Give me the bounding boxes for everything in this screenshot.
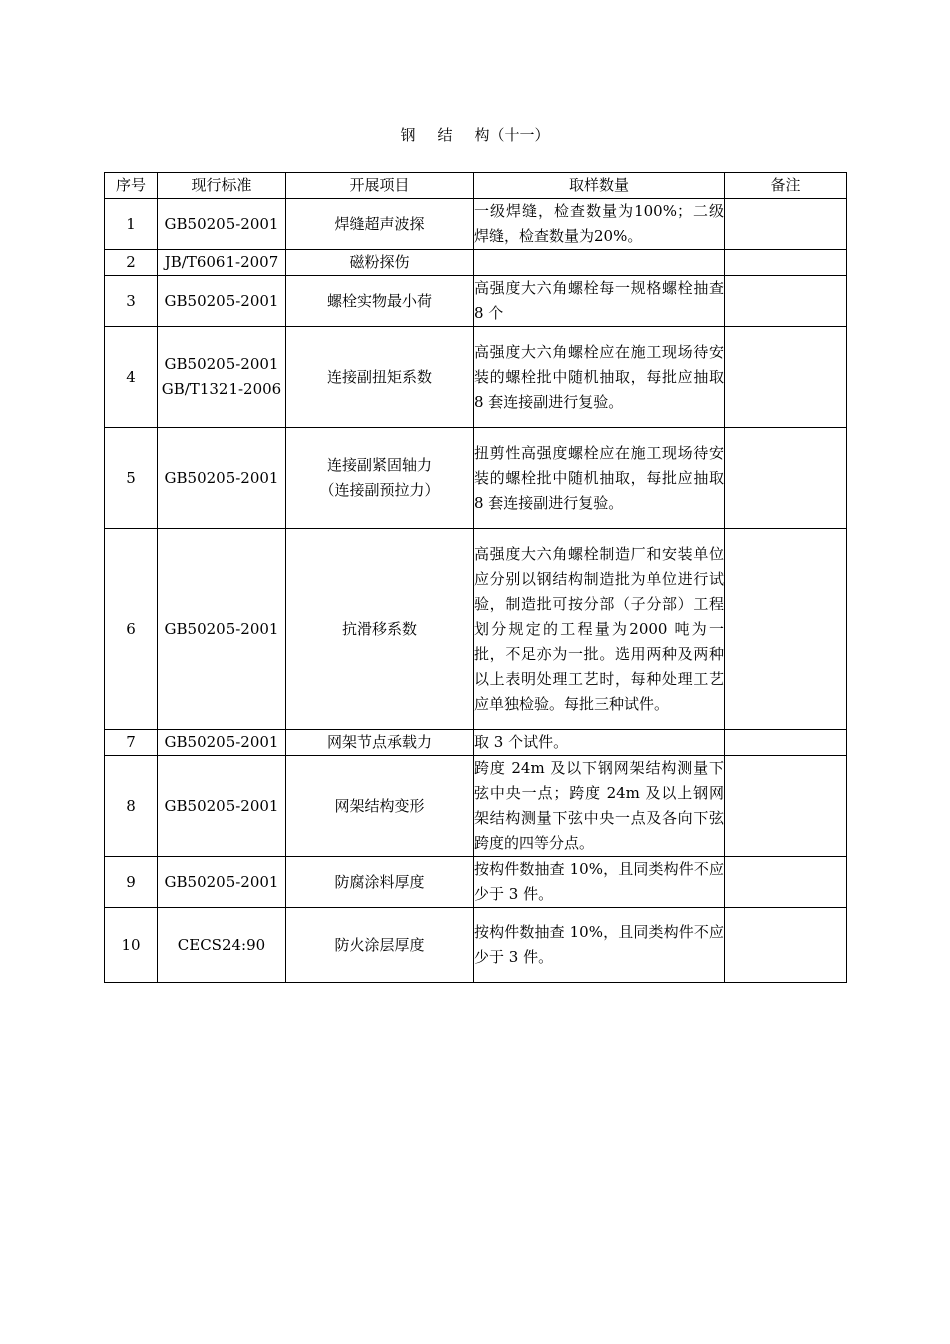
row-item: 抗滑移系数	[286, 529, 474, 730]
row-remark	[725, 908, 847, 983]
row-index: 10	[105, 908, 158, 983]
row-index: 6	[105, 529, 158, 730]
row-remark	[725, 730, 847, 756]
row-standard: GB50205-2001	[158, 730, 286, 756]
row-index: 7	[105, 730, 158, 756]
row-item: 防腐涂料厚度	[286, 857, 474, 908]
row-index: 4	[105, 327, 158, 428]
header-sampling: 取样数量	[474, 173, 725, 199]
row-remark	[725, 276, 847, 327]
row-remark	[725, 199, 847, 250]
row-sampling: 高强度大六角螺栓应在施工现场待安装的螺栓批中随机抽取，每批应抽取 8 套连接副进行复验。	[474, 327, 725, 428]
row-index: 9	[105, 857, 158, 908]
table-row	[105, 276, 847, 327]
row-index: 5	[105, 428, 158, 529]
table-row	[105, 756, 847, 857]
row-sampling: 按构件数抽查 10%，且同类构件不应少于 3 件。	[474, 908, 725, 983]
row-sampling: 取 3 个试件。	[474, 730, 725, 756]
header-remark: 备注	[725, 173, 847, 199]
table-row	[105, 908, 847, 983]
row-remark	[725, 857, 847, 908]
table-row	[105, 428, 847, 529]
header-index: 序号	[105, 173, 158, 199]
row-sampling: 扭剪性高强度螺栓应在施工现场待安装的螺栓批中随机抽取，每批应抽取 8 套连接副进行复验。	[474, 428, 725, 529]
row-standard: GB50205-2001	[158, 529, 286, 730]
row-index: 8	[105, 756, 158, 857]
table-header-row	[105, 173, 847, 199]
table-row	[105, 327, 847, 428]
header-item: 开展项目	[286, 173, 474, 199]
row-remark	[725, 250, 847, 276]
steel-structure-test-table	[104, 172, 847, 983]
row-standard: GB50205-2001 GB/T1321-2006	[158, 327, 286, 428]
table-row	[105, 857, 847, 908]
row-standard: GB50205-2001	[158, 857, 286, 908]
row-index: 1	[105, 199, 158, 250]
row-index: 3	[105, 276, 158, 327]
row-remark	[725, 428, 847, 529]
row-item: 连接副紧固轴力 （连接副预拉力）	[286, 428, 474, 529]
row-sampling: 一级焊缝，检查数量为100%；二级焊缝，检查数量为20%。	[474, 199, 725, 250]
table-row	[105, 199, 847, 250]
table-row	[105, 730, 847, 756]
row-item: 螺栓实物最小荷	[286, 276, 474, 327]
row-item: 网架结构变形	[286, 756, 474, 857]
row-sampling: 按构件数抽查 10%，且同类构件不应少于 3 件。	[474, 857, 725, 908]
row-standard: CECS24:90	[158, 908, 286, 983]
row-remark	[725, 327, 847, 428]
row-standard: GB50205-2001	[158, 276, 286, 327]
row-remark	[725, 529, 847, 730]
row-index: 2	[105, 250, 158, 276]
page-title	[0, 124, 950, 145]
row-item: 磁粉探伤	[286, 250, 474, 276]
row-standard: GB50205-2001	[158, 428, 286, 529]
table-row	[105, 250, 847, 276]
title-char-2: 结	[437, 126, 453, 144]
table-row	[105, 529, 847, 730]
row-item: 防火涂层厚度	[286, 908, 474, 983]
row-standard: GB50205-2001	[158, 756, 286, 857]
row-item: 连接副扭矩系数	[286, 327, 474, 428]
row-item: 网架节点承载力	[286, 730, 474, 756]
row-sampling: 跨度 24m 及以下钢网架结构测量下弦中央一点；跨度 24m 及以上钢网架结构测量下弦中央一点及各向下弦跨度的四等分点。	[474, 756, 725, 857]
row-sampling: 高强度大六角螺栓每一规格螺栓抽查 8 个	[474, 276, 725, 327]
title-char-1: 钢	[400, 126, 416, 144]
row-sampling	[474, 250, 725, 276]
row-standard: GB50205-2001	[158, 199, 286, 250]
header-standard: 现行标准	[158, 173, 286, 199]
row-standard: JB/T6061-2007	[158, 250, 286, 276]
row-item: 焊缝超声波探	[286, 199, 474, 250]
table-body	[105, 199, 847, 983]
title-char-3: 构（十一）	[474, 126, 550, 144]
row-sampling: 高强度大六角螺栓制造厂和安装单位应分别以钢结构制造批为单位进行试验，制造批可按分部（子分部）工程划分规定的工程量为2000 吨为一批，不足亦为一批。选用两种及两种以上表明处理工艺时，每种处理工艺应单独检验。每批三种试件。	[474, 529, 725, 730]
row-remark	[725, 756, 847, 857]
